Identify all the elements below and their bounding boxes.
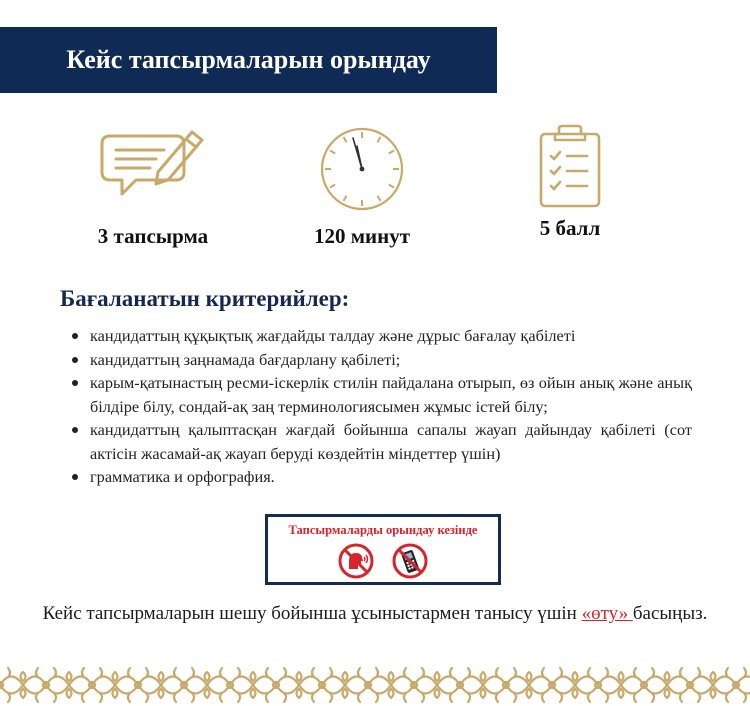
list-item: кандидаттың заңнамада бағдарлану қабілеті;	[70, 348, 692, 372]
proceed-link[interactable]: «өту»	[581, 603, 633, 624]
page-title: Кейс тапсырмаларын орындау	[66, 45, 431, 74]
footer-instruction	[0, 603, 750, 625]
list-item: карым-қатынастың ресми-іскерлік стилін пайдалана отырып, өз ойын анық және анық білдіре білу, сондай-ақ заң терминологиясымен жұмыс істей білу;	[70, 371, 692, 418]
criteria-list	[70, 324, 692, 489]
stat-minutes	[292, 124, 432, 249]
ornament-border	[0, 664, 750, 706]
list-item: кандидаттың қалыптасқан жағдай бойынша сапалы жауап дайындау қабілеті (сот актісін жасамай-ақ жауап беруді көздейтін міндеттер үшін)	[70, 418, 692, 465]
list-item: грамматика и орфография.	[70, 465, 692, 489]
no-talking-icon	[338, 543, 374, 579]
page-title-banner	[0, 27, 497, 93]
comment-edit-icon	[98, 124, 208, 204]
rules-notice	[265, 514, 501, 585]
clipboard-checklist-icon	[535, 124, 605, 210]
stat-tasks	[82, 124, 224, 249]
notice-icons	[268, 543, 498, 584]
list-item: кандидаттың құқықтық жағдайды талдау және дұрыс бағалау қабілеті	[70, 324, 692, 348]
stat-tasks-label: 3 тапсырма	[97, 224, 209, 248]
stat-points-label: 5 балл	[539, 216, 601, 240]
footer-text-before: Кейс тапсырмаларын шешу бойынша ұсыныстармен танысу үшін	[42, 603, 582, 624]
stat-minutes-label: 120 минут	[313, 224, 411, 248]
no-phone-icon	[392, 543, 428, 579]
notice-title: Тапсырмаларды орындау кезінде	[288, 523, 478, 537]
stat-points	[515, 124, 625, 241]
clock-icon	[317, 124, 407, 214]
criteria-heading: Бағаланатын критерийлер:	[60, 286, 350, 311]
footer-text-after: басыңыз.	[632, 603, 708, 624]
